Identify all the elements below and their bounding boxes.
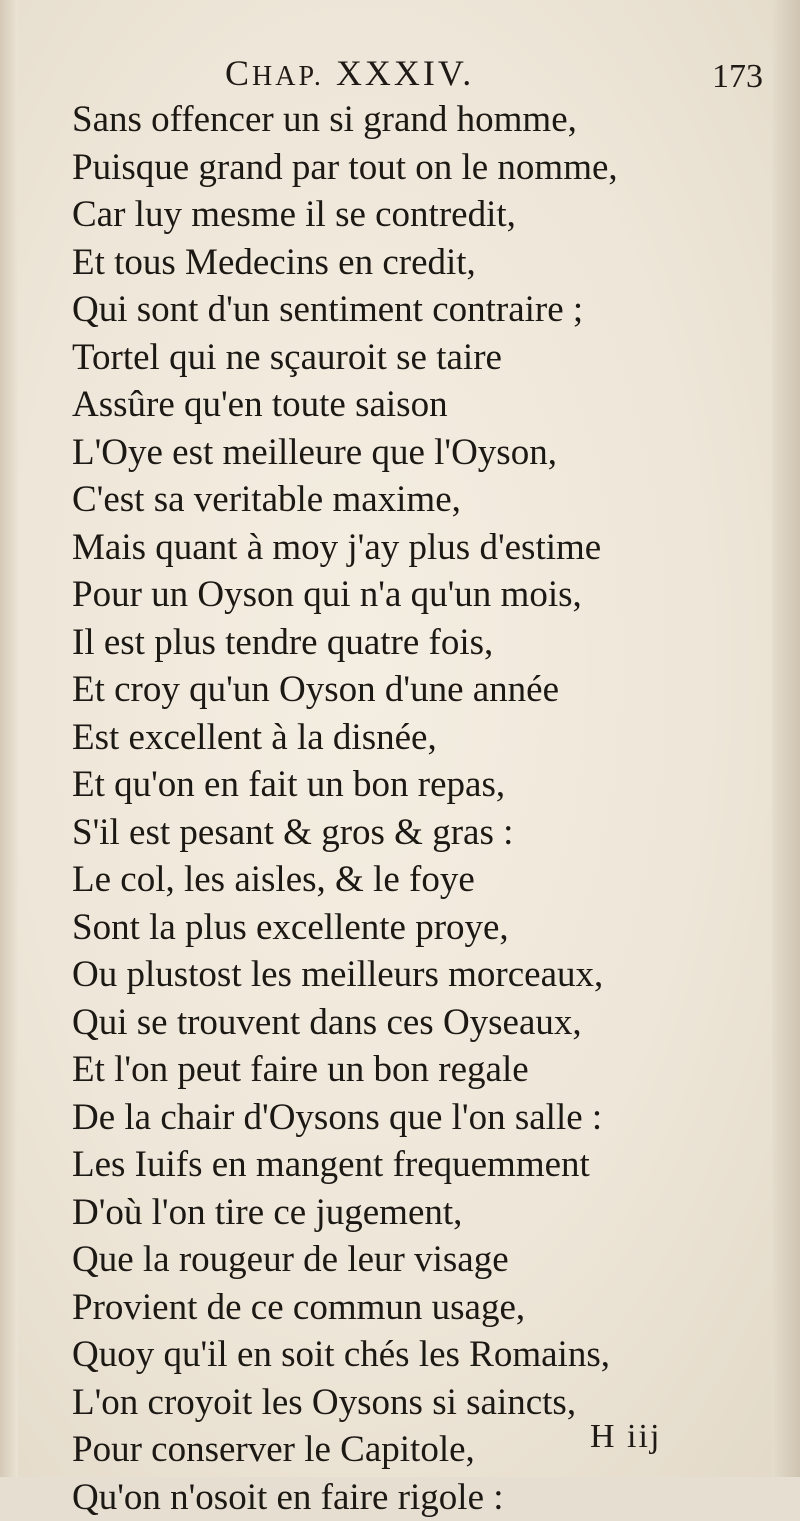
verse-line: L'on croyoit les Oysons si saincts, xyxy=(72,1379,618,1427)
verse-line: Ou plustost les meilleurs morceaux, xyxy=(72,951,618,999)
page-number: 173 xyxy=(712,58,763,96)
verse-line: Puisque grand par tout on le nomme, xyxy=(72,144,618,192)
verse-block xyxy=(72,96,618,1521)
chapter-prefix: C xyxy=(225,53,252,93)
chapter-number: XXXIV. xyxy=(336,53,474,93)
verse-line: Sont la plus excellente proye, xyxy=(72,904,618,952)
verse-line: Et l'on peut faire un bon regale xyxy=(72,1046,618,1094)
verse-line: Qui sont d'un sentiment contraire ; xyxy=(72,286,618,334)
verse-line: Il est plus tendre quatre fois, xyxy=(72,619,618,667)
verse-line: Sans offencer un si grand homme, xyxy=(72,96,618,144)
signature-mark: H iij xyxy=(590,1418,661,1456)
verse-line: D'où l'on tire ce jugement, xyxy=(72,1189,618,1237)
page-fore-edge xyxy=(772,0,800,1477)
verse-line: Le col, les aisles, & le foye xyxy=(72,856,618,904)
chapter-label: HAP. xyxy=(252,61,324,92)
verse-line: Mais quant à moy j'ay plus d'estime xyxy=(72,524,618,572)
verse-line: De la chair d'Oysons que l'on salle : xyxy=(72,1094,618,1142)
verse-line: Quoy qu'il en soit chés les Romains, xyxy=(72,1331,618,1379)
verse-line: S'il est pesant & gros & gras : xyxy=(72,809,618,857)
verse-line: L'Oye est meilleure que l'Oyson, xyxy=(72,429,618,477)
page-gutter-edge xyxy=(0,0,18,1477)
verse-line: Pour un Oyson qui n'a qu'un mois, xyxy=(72,571,618,619)
verse-line: Qui se trouvent dans ces Oyseaux, xyxy=(72,999,618,1047)
running-head xyxy=(225,52,474,94)
verse-line: Car luy mesme il se contredit, xyxy=(72,191,618,239)
verse-line: Les Iuifs en mangent frequemment xyxy=(72,1141,618,1189)
verse-line: Est excellent à la disnée, xyxy=(72,714,618,762)
verse-line: Que la rougeur de leur visage xyxy=(72,1236,618,1284)
verse-line: Et qu'on en fait un bon repas, xyxy=(72,761,618,809)
verse-line: Et tous Medecins en credit, xyxy=(72,239,618,287)
verse-line: Tortel qui ne sçauroit se taire xyxy=(72,334,618,382)
verse-line: Assûre qu'en toute saison xyxy=(72,381,618,429)
verse-line: Qu'on n'osoit en faire rigole : xyxy=(72,1474,618,1521)
verse-line: Provient de ce commun usage, xyxy=(72,1284,618,1332)
verse-line: C'est sa veritable maxime, xyxy=(72,476,618,524)
verse-line: Pour conserver le Capitole, xyxy=(72,1426,618,1474)
verse-line: Et croy qu'un Oyson d'une année xyxy=(72,666,618,714)
